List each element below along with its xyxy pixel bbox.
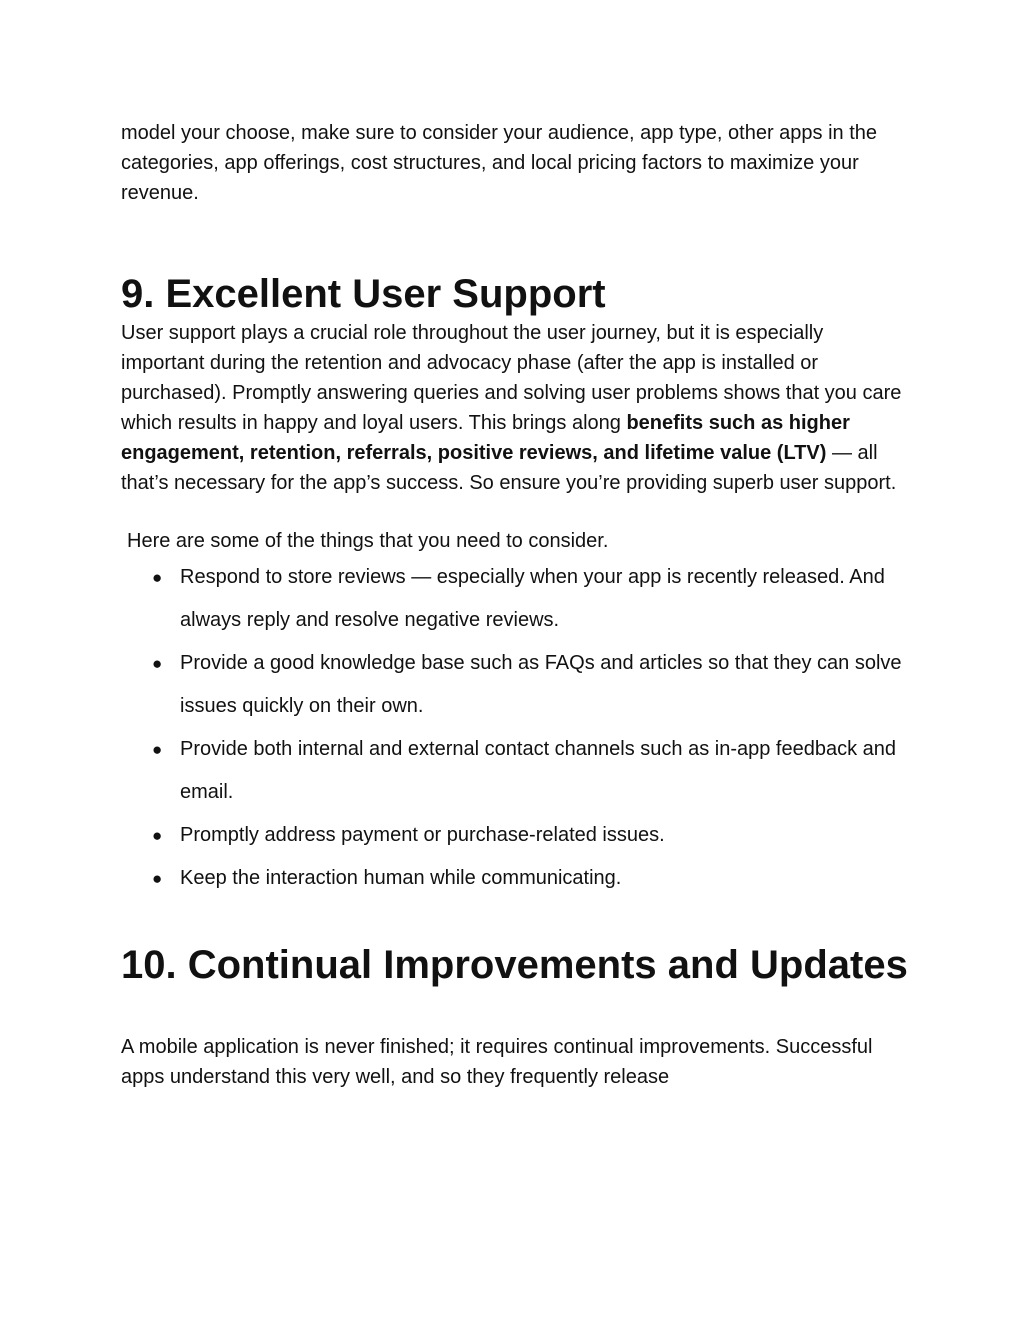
list-item-text: Respond to store reviews — especially when your app is recently released. And always reply and resolve negative reviews. (180, 566, 885, 631)
section-heading-continual-improvements: 10. Continual Improvements and Updates (121, 943, 908, 987)
support-bullet-list (121, 556, 911, 900)
bullet-dot-icon: ● (152, 826, 163, 845)
list-item (121, 857, 911, 900)
bullet-dot-icon: ● (152, 869, 163, 888)
user-support-text-start: User support plays a crucial role throughout the user journey, but it is especially important during the retention and advocacy phase (after the app is installed or purchased). Promptly answering queries and solving user problems shows that you care which results in happy and loyal users. This brings along (121, 322, 902, 434)
list-item (121, 814, 911, 857)
user-support-benefits-bold: benefits such as higher engagement, retention, referrals, positive reviews, and lifetime value (LTV) (121, 412, 850, 464)
bullet-dot-icon: ● (152, 654, 163, 673)
list-item (121, 642, 911, 728)
bullet-dot-icon: ● (152, 740, 163, 759)
continual-improvements-paragraph: A mobile application is never finished; it requires continual improvements. Successful apps understand this very well, and so they frequently release (121, 1036, 873, 1088)
list-item-text: Keep the interaction human while communicating. (180, 867, 622, 889)
bullet-dot-icon: ● (152, 568, 163, 587)
list-item (121, 556, 911, 642)
list-item (121, 728, 911, 814)
consider-intro: Here are some of the things that you need to consider. (127, 530, 609, 552)
list-item-text: Provide both internal and external contact channels such as in-app feedback and email. (180, 738, 897, 803)
user-support-text-end: — all that’s necessary for the app’s success. So ensure you’re providing superb user support. (121, 442, 897, 494)
list-item-text: Provide a good knowledge base such as FAQs and articles so that they can solve issues quickly on their own. (180, 652, 902, 717)
user-support-paragraph (121, 318, 911, 498)
intro-paragraph: model your choose, make sure to consider your audience, app type, other apps in the categories, app offerings, cost structures, and local pricing factors to maximize your revenue. (121, 122, 878, 204)
section-heading-user-support: 9. Excellent User Support (121, 272, 606, 316)
list-item-text: Promptly address payment or purchase-related issues. (180, 824, 665, 846)
document-page (121, 118, 911, 1092)
